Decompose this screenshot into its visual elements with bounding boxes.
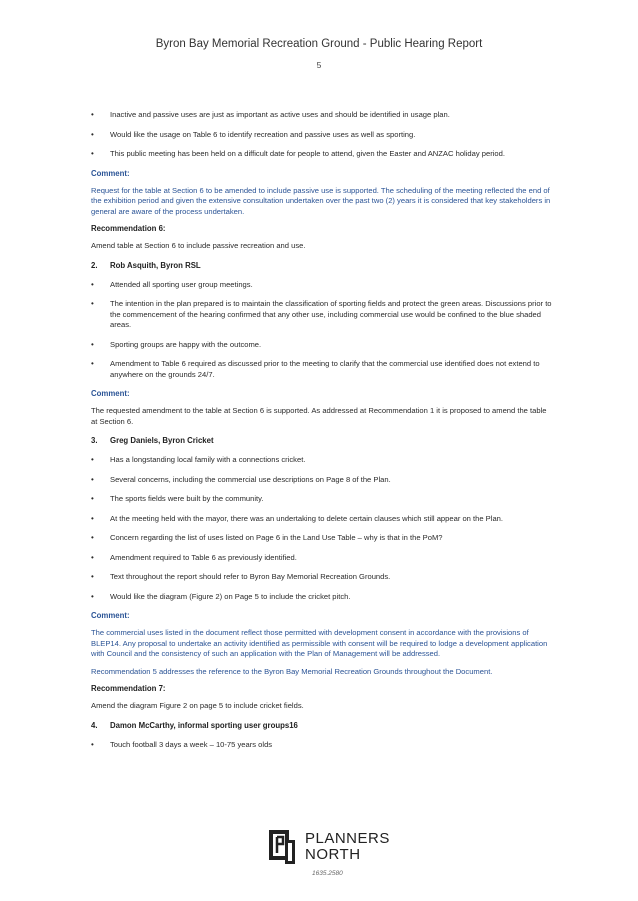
bullet-item: • The intention in the plan prepared is to maintain the classification of sporting fields and protect the green areas. Discussions prior to the commencement of the hearing confirmed that any other use, including commercial use would be confined to the blue shaded areas.	[91, 299, 553, 331]
submission-heading	[91, 261, 553, 271]
bullet-item: • Would like the usage on Table 6 to identify recreation and passive uses as well as sporting.	[91, 130, 553, 141]
comment-text: Recommendation 5 addresses the reference to the Byron Bay Memorial Recreation Grounds throughout the Document.	[91, 666, 493, 676]
submission-name: Greg Daniels, Byron Cricket	[110, 436, 214, 445]
page-number: 5	[316, 60, 322, 70]
logo-subtext: 1635.2580	[312, 870, 343, 877]
bullet-item: • Amendment required to Table 6 as previously identified.	[91, 553, 553, 564]
logo-line-1: PLANNERS	[305, 830, 390, 847]
comment-text: The requested amendment to the table at Section 6 is supported. As addressed at Recommendation 1 it is proposed to amend the table at Section 6.	[91, 406, 547, 426]
bullet-item: • This public meeting has been held on a difficult date for people to attend, given the Easter and ANZAC holiday period.	[91, 149, 553, 160]
submission-name: Damon McCarthy, informal sporting user groups16	[110, 720, 298, 730]
bullet-item: • Amendment to Table 6 required as discussed prior to the meeting to clarify that the commercial use identified does not extend to anywhere on the grounds 24/7.	[91, 359, 553, 380]
comment-label: Comment:	[91, 168, 130, 178]
bullet-item: • Inactive and passive uses are just as important as active uses and should be identified in usage plan.	[91, 110, 553, 121]
page-header-title: Byron Bay Memorial Recreation Ground - Public Hearing Report	[155, 38, 483, 50]
page-content	[91, 110, 553, 759]
submission-number: 3.	[91, 436, 98, 445]
recommendation-label: Recommendation 6:	[91, 224, 166, 233]
submission-heading	[91, 721, 553, 731]
submission-name: Rob Asquith, Byron RSL	[110, 260, 201, 270]
recommendation-text: Amend table at Section 6 to include passive recreation and use.	[91, 241, 306, 250]
bullet-item: • Concern regarding the list of uses listed on Page 6 in the Land Use Table – why is that in the PoM?	[91, 533, 553, 544]
recommendation-text: Amend the diagram Figure 2 on page 5 to include cricket fields.	[91, 701, 304, 710]
bullet-item: • At the meeting held with the mayor, there was an undertaking to delete certain clauses which still appear on the Plan.	[91, 514, 553, 525]
logo-line-2: NORTH	[305, 846, 361, 863]
bullet-item: • Would like the diagram (Figure 2) on Page 5 to include the cricket pitch.	[91, 592, 553, 603]
comment-text: The commercial uses listed in the document reflect those permitted with development consent in accordance with the provisions of BLEP14. Any proposal to undertake an activity identified as permissible with consent will be required to lodge a development application with Council and the consistency of such an application with the Plan of Management will be addressed.	[91, 628, 548, 658]
bullet-item: • Text throughout the report should refer to Byron Bay Memorial Recreation Grounds.	[91, 572, 553, 583]
comment-label: Comment:	[91, 611, 130, 620]
submission-number: 2.	[91, 260, 98, 270]
comment-text: Request for the table at Section 6 to be amended to include passive use is supported. The scheduling of the meeting reflected the end of the exhibition period and given the extensive consultation undertaken over the past two (2) years it is considered that key stakeholders in general are aware of the process undertaken.	[91, 185, 551, 216]
bullet-item: • Attended all sporting user group meetings.	[91, 280, 553, 291]
planners-north-logo	[268, 826, 398, 882]
submission-heading	[91, 436, 553, 446]
bullet-item: • Several concerns, including the commercial use descriptions on Page 8 of the Plan.	[91, 475, 553, 486]
recommendation-label: Recommendation 7:	[91, 684, 166, 693]
bullet-item: • The sports fields were built by the community.	[91, 494, 553, 505]
bullet-item: • Sporting groups are happy with the outcome.	[91, 340, 553, 351]
bullet-item: • Touch football 3 days a week – 10-75 years olds	[91, 740, 553, 751]
submission-number: 4.	[91, 720, 98, 730]
comment-label: Comment:	[91, 389, 130, 398]
logo-wordmark	[305, 831, 390, 863]
bullet-item: • Has a longstanding local family with a connections cricket.	[91, 455, 553, 466]
planners-north-mark-icon	[268, 826, 298, 866]
